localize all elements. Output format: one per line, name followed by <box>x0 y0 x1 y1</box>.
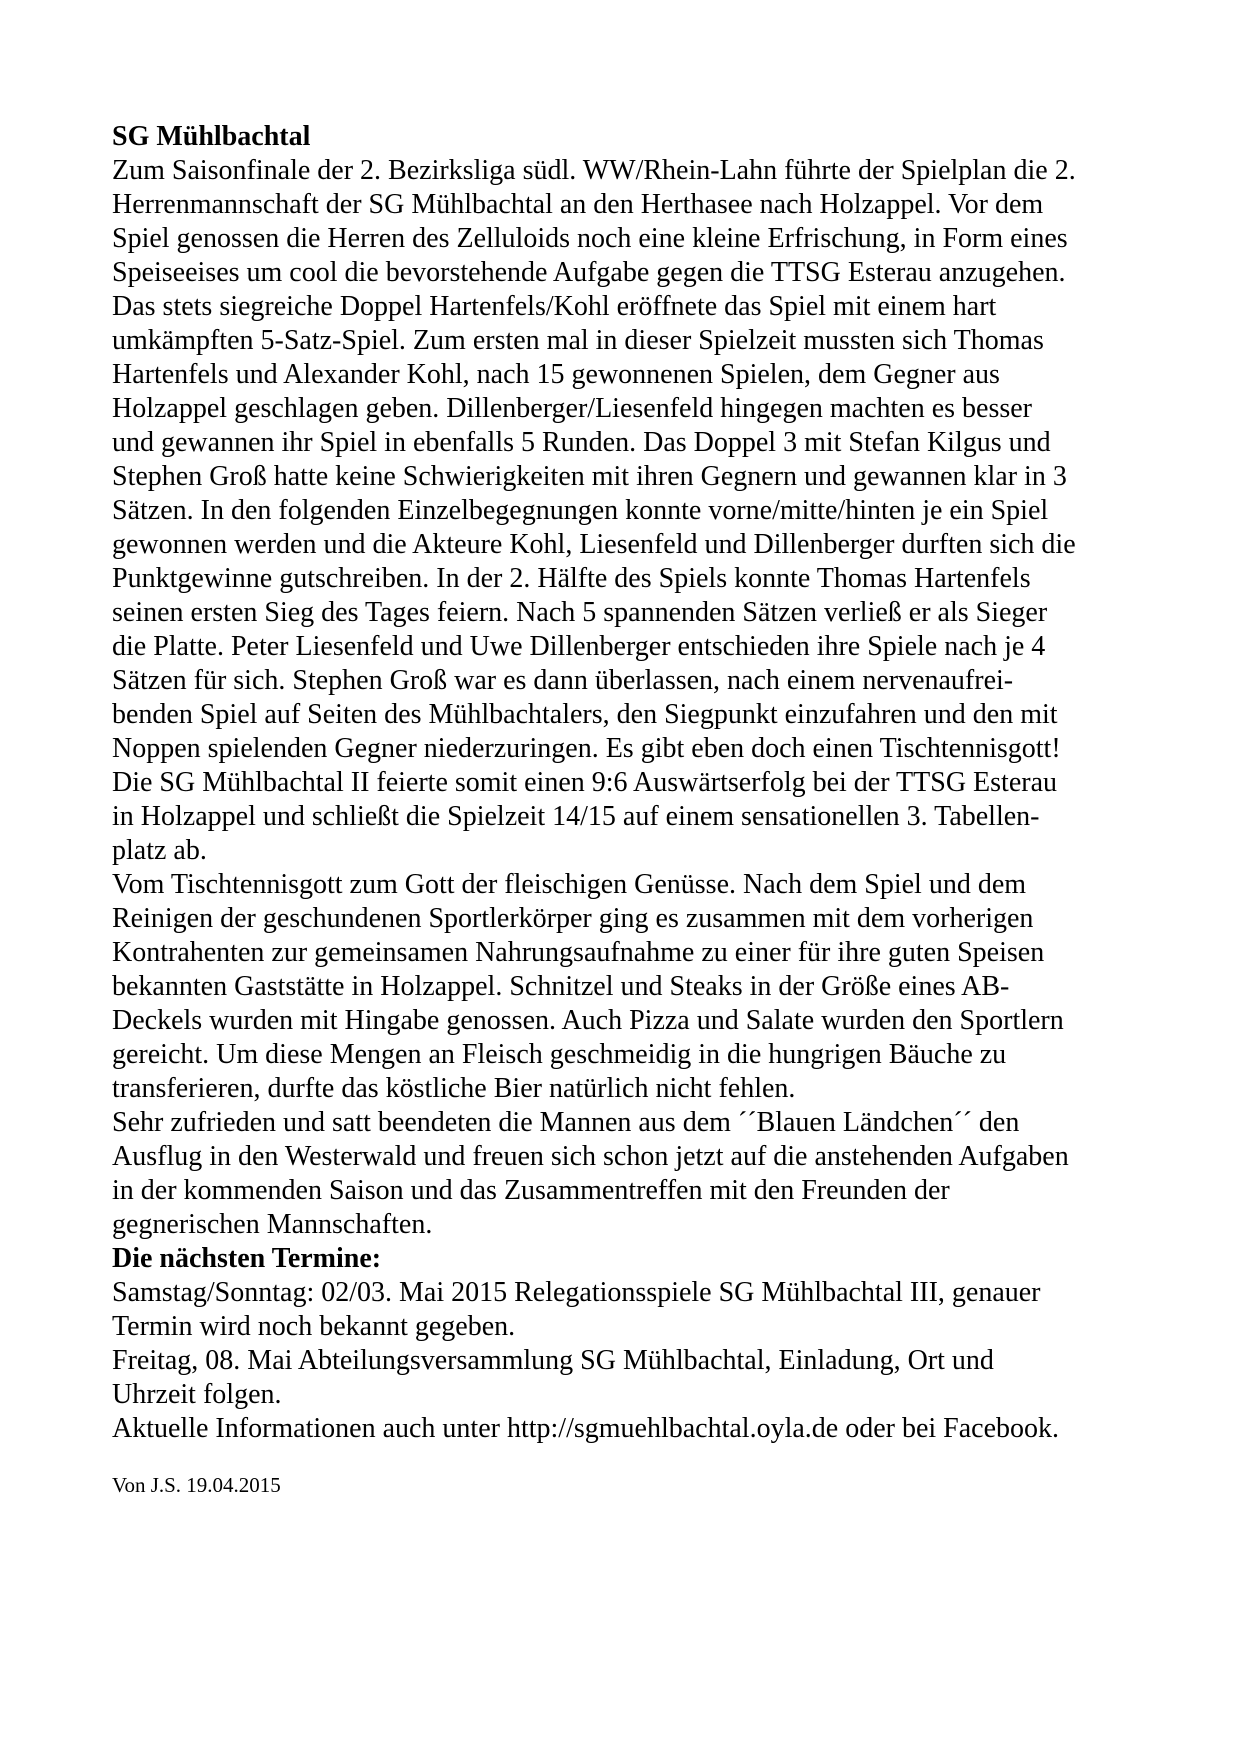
text-line: Sätzen für sich. Stephen Groß war es dann überlassen, nach einem nervenaufrei- <box>112 665 1014 696</box>
text-line: umkämpften 5-Satz-Spiel. Zum ersten mal in dieser Spielzeit mussten sich Thomas <box>112 325 1044 356</box>
text-line: Herrenmannschaft der SG Mühlbachtal an den Herthasee nach Holzappel. Vor dem <box>112 189 1044 220</box>
text-line: Aktuelle Informationen auch unter http://sgmuehlbachtal.oyla.de oder bei Facebook. <box>112 1413 1060 1444</box>
text-line: und gewannen ihr Spiel in ebenfalls 5 Runden. Das Doppel 3 mit Stefan Kilgus und <box>112 427 1051 458</box>
text-line: gewonnen werden und die Akteure Kohl, Liesenfeld und Dillenberger durften sich die <box>112 529 1076 560</box>
text-line: Uhrzeit folgen. <box>112 1379 282 1410</box>
text-line: in der kommenden Saison und das Zusammentreffen mit den Freunden der <box>112 1175 950 1206</box>
section-heading <box>112 1242 1142 1276</box>
text-line: Vom Tischtennisgott zum Gott der fleischigen Genüsse. Nach dem Spiel und dem <box>112 869 1027 900</box>
text-line: Speiseeises um cool die bevorstehende Aufgabe gegen die TTSG Esterau anzugehen. <box>112 257 1066 288</box>
text-line: Spiel genossen die Herren des Zelluloids noch eine kleine Erfrischung, in Form eines <box>112 223 1068 254</box>
text-line: Hartenfels und Alexander Kohl, nach 15 gewonnenen Spielen, dem Gegner aus <box>112 359 1000 390</box>
text-line: Noppen spielenden Gegner niederzuringen. Es gibt eben doch einen Tischtennisgott! <box>112 733 1061 764</box>
text-line: Holzappel geschlagen geben. Dillenberger/Liesenfeld hingegen machten es besser <box>112 393 1033 424</box>
text-line: Samstag/Sonntag: 02/03. Mai 2015 Relegationsspiele SG Mühlbachtal III, genauer <box>112 1277 1041 1308</box>
text-line: gegnerischen Mannschaften. <box>112 1209 433 1240</box>
text-line: platz ab. <box>112 835 207 866</box>
text-line: benden Spiel auf Seiten des Mühlbachtalers, den Siegpunkt einzufahren und den mit <box>112 699 1058 730</box>
text-line: Zum Saisonfinale der 2. Bezirksliga südl. WW/Rhein-Lahn führte der Spielplan die 2. <box>112 155 1076 186</box>
paragraph <box>112 154 1142 868</box>
text-line: gereicht. Um diese Mengen an Fleisch geschmeidig in die hungrigen Bäuche zu <box>112 1039 1007 1070</box>
text-line: die Platte. Peter Liesenfeld und Uwe Dillenberger entschieden ihre Spiele nach je 4 <box>112 631 1046 662</box>
text-line: Reinigen der geschundenen Sportlerkörper ging es zusammen mit dem vorherigen <box>112 903 1034 934</box>
text-line: Punktgewinne gutschreiben. In der 2. Hälfte des Spiels konnte Thomas Hartenfels <box>112 563 1031 594</box>
text-line: Termin wird noch bekannt gegeben. <box>112 1311 516 1342</box>
section-heading <box>112 120 1142 154</box>
text-line: in Holzappel und schließt die Spielzeit 14/15 auf einem sensationellen 3. Tabellen- <box>112 801 1040 832</box>
text-line: Ausflug in den Westerwald und freuen sich schon jetzt auf die anstehenden Aufgaben <box>112 1141 1069 1172</box>
paragraph <box>112 1106 1142 1242</box>
paragraph <box>112 1276 1142 1344</box>
text-line: seinen ersten Sieg des Tages feiern. Nach 5 spannenden Sätzen verließ er als Sieger <box>112 597 1048 628</box>
paragraph <box>112 868 1142 1106</box>
paragraph <box>112 1344 1142 1412</box>
report-footer: Von J.S. 19.04.2015 <box>112 1473 281 1497</box>
text-line: Sehr zufrieden und satt beendeten die Mannen aus dem ´´Blauen Ländchen´´ den <box>112 1107 1020 1138</box>
text-line: Sätzen. In den folgenden Einzelbegegnungen konnte vorne/mitte/hinten je ein Spiel <box>112 495 1049 526</box>
text-line: Stephen Groß hatte keine Schwierigkeiten mit ihren Gegnern und gewannen klar in 3 <box>112 461 1067 492</box>
text-line: transferieren, durfte das köstliche Bier natürlich nicht fehlen. <box>112 1073 796 1104</box>
text-line: Die nächsten Termine: <box>112 1243 382 1274</box>
text-line: Deckels wurden mit Hingabe genossen. Auch Pizza und Salate wurden den Sportlern <box>112 1005 1064 1036</box>
text-line: Die SG Mühlbachtal II feierte somit einen 9:6 Auswärtserfolg bei der TTSG Esterau <box>112 767 1058 798</box>
text-line: Freitag, 08. Mai Abteilungsversammlung SG Mühlbachtal, Einladung, Ort und <box>112 1345 994 1376</box>
paragraph <box>112 1412 1142 1446</box>
text-line: SG Mühlbachtal <box>112 121 311 152</box>
text-line: Kontrahenten zur gemeinsamen Nahrungsaufnahme zu einer für ihre guten Speisen <box>112 937 1045 968</box>
document-body <box>112 120 1142 1498</box>
text-line: Das stets siegreiche Doppel Hartenfels/Kohl eröffnete das Spiel mit einem hart <box>112 291 997 322</box>
text-line: bekannten Gaststätte in Holzappel. Schnitzel und Steaks in der Größe eines AB- <box>112 971 1010 1002</box>
